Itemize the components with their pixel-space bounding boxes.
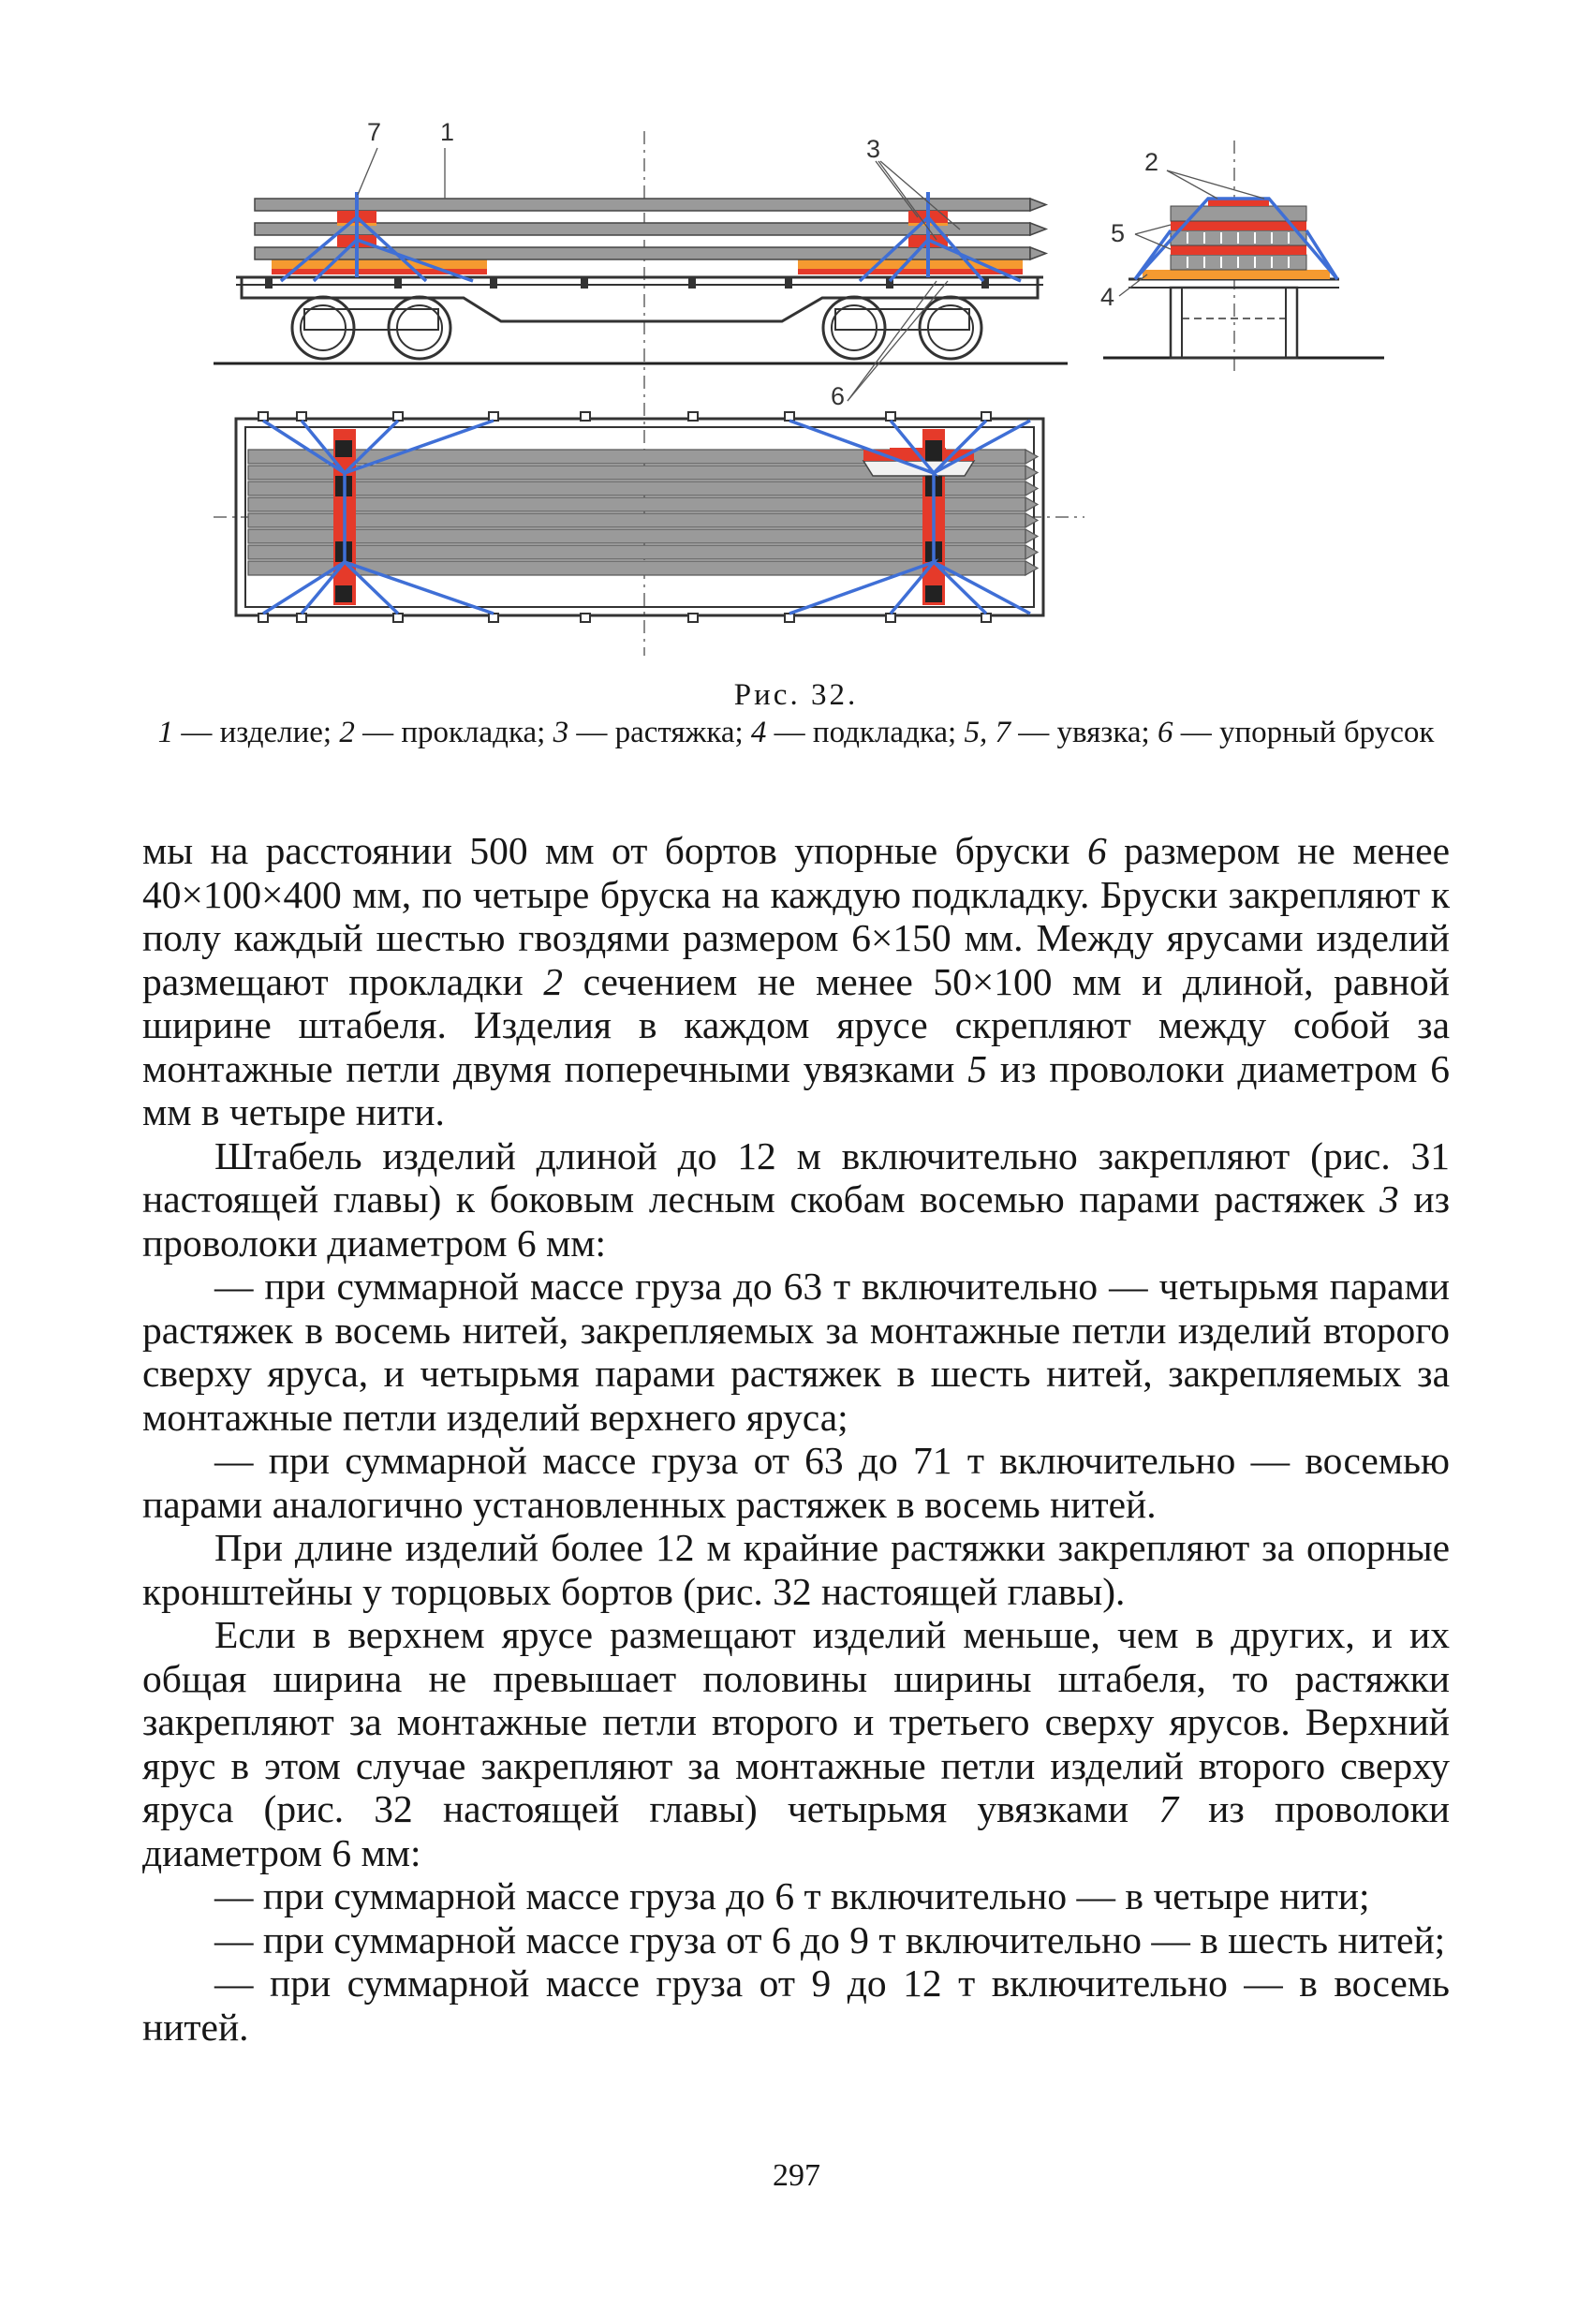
reference-number: 2: [543, 959, 563, 1003]
callout-6: 6: [831, 382, 846, 410]
legend-num: 3: [553, 716, 569, 749]
reference-number: 3: [1379, 1177, 1399, 1221]
text-run: — при суммарной массе груза от 63 до 71 т включительно — восемью парами аналогично установленных растяжек в восемь нитей.: [142, 1439, 1450, 1526]
text-run: — при суммарной массе груза до 6 т включительно — в четыре нити;: [214, 1874, 1370, 1917]
text-run: При длине изделий более 12 м крайние растяжки закрепляют за опорные кронштейны у торцовых бортов (рис. 32 настоящей главы).: [142, 1526, 1450, 1613]
wheel-set-left: [292, 297, 450, 359]
legend-num: 6: [1157, 716, 1173, 749]
text-run: — при суммарной массе груза до 63 т включительно — четырьмя парами растяжек в восемь нитей, закрепляемых за монтажные петли изделий второго сверху яруса, и четырьмя парами растяжек в шесть нитей, закрепляемых за монтажные петли изделий верхнего яруса;: [142, 1265, 1450, 1439]
callout-3: 3: [866, 135, 881, 163]
legend-num: 2: [339, 716, 355, 749]
text-run: — при суммарной массе груза от 9 до 12 т включительно — в восемь нитей.: [142, 1961, 1450, 2049]
text-run: Штабель изделий длиной до 12 м включительно закрепляют (рис. 31 настоящей главы) к боковым лесным скобам восемью парами растяжек: [142, 1133, 1450, 1221]
list-item: [142, 1874, 1450, 1918]
legend-num: 1: [157, 716, 174, 749]
callout-1: 1: [440, 118, 455, 146]
list-item: [142, 1961, 1450, 2049]
legend-text: — прокладка;: [354, 716, 553, 749]
legend-text: — изделие;: [173, 716, 340, 749]
text-run: — при суммарной массе груза от 6 до 9 т включительно — в шесть нитей;: [214, 1917, 1446, 1961]
reference-number: 5: [967, 1046, 988, 1090]
callout-7: 7: [367, 118, 382, 146]
list-item: [142, 1439, 1450, 1526]
figure-32: [0, 0, 1593, 674]
reference-number: 6: [1086, 829, 1107, 872]
text-run: из проволоки диаметром 6 мм:: [142, 1177, 1450, 1265]
text-run: размером не менее 40×100×400 мм, по четыре бруска на каждую подкладку. Бруски закрепляют к полу каждый шестью гвоздями размером 6×150 мм. Между ярусами изделий размещают прокладки: [142, 829, 1450, 1003]
list-item: [142, 1918, 1450, 1962]
end-frame: [1128, 279, 1339, 358]
callout-4: 4: [1100, 283, 1115, 311]
stake-pockets: [265, 277, 989, 289]
pad-4-side: [272, 259, 1023, 274]
page-number: 297: [773, 2158, 820, 2193]
list-item: [142, 1265, 1450, 1439]
caption-title: Рис. 32.: [733, 678, 859, 712]
stack-end: [1171, 199, 1306, 270]
legend-text: — растяжка;: [568, 716, 751, 749]
top-view: [214, 412, 1084, 622]
text-run: сечением не менее 50×100 мм и длиной, равной ширине штабеля. Изделия в каждом ярусе скрепляют между собой за монтажные петли двумя поперечными увязками: [142, 959, 1450, 1090]
legend-num: 5, 7: [964, 716, 1010, 749]
legend-text: — упорный брусок: [1173, 716, 1435, 749]
legend-text: — увязка;: [1010, 716, 1158, 749]
paragraph: [142, 1134, 1450, 1266]
legend-num: 4: [750, 716, 767, 749]
paragraph: [142, 829, 1450, 1134]
body-text: [142, 829, 1450, 2049]
legend-text: — подкладка;: [766, 716, 965, 749]
paragraph: [142, 1526, 1450, 1613]
caption-legend: [140, 714, 1452, 751]
text-run: Если в верхнем ярусе размещают изделий меньше, чем в других, и их общая ширина не превышает половины ширины штабеля, то растяжки закрепляют за монтажные петли второго и третьего сверху ярусов. Верхний ярус в этом случае закрепляют за монтажные петли изделий второго сверху яруса (рис. 32 настоящей главы) четырьмя увязками: [142, 1613, 1450, 1830]
text-run: мы на расстоянии 500 мм от бортов упорные бруски: [142, 829, 1087, 872]
pad-4-end: [1143, 270, 1330, 279]
paragraph: [142, 1613, 1450, 1874]
text-run: из проволоки диаметром 6 мм:: [142, 1787, 1450, 1874]
reference-number: 7: [1158, 1787, 1179, 1830]
text-run: из проволоки диаметром 6 мм в четыре нити.: [142, 1046, 1451, 1133]
callout-5: 5: [1111, 219, 1126, 247]
figure-caption: [140, 676, 1452, 751]
callout-2: 2: [1144, 148, 1159, 176]
